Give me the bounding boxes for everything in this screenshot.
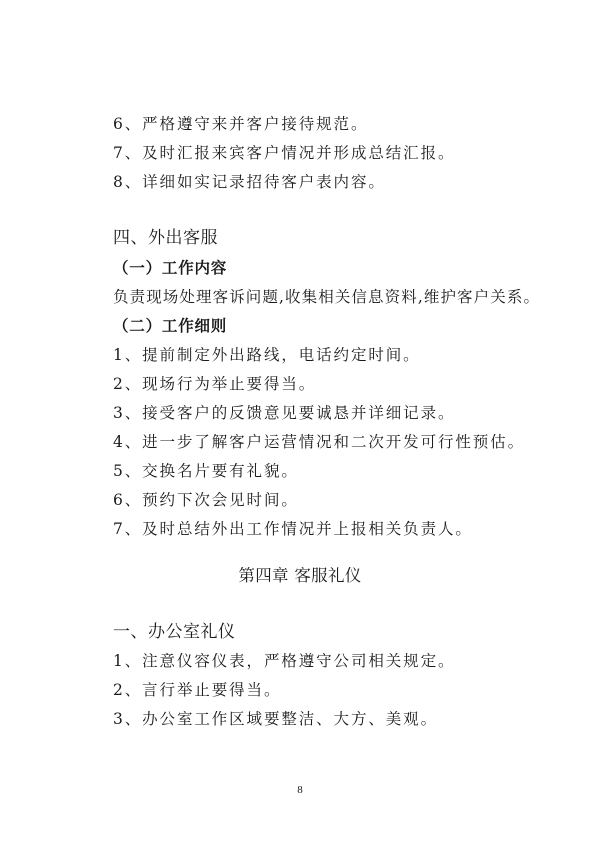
list-item: 3、接受客户的反馈意见要诚恳并详细记录。 bbox=[113, 404, 456, 422]
list-item: 6、预约下次会见时间。 bbox=[113, 491, 299, 509]
list-item: 3、办公室工作区域要整洁、大方、美观。 bbox=[113, 710, 438, 728]
paragraph: 负责现场处理客诉问题,收集相关信息资料,维护客户关系。 bbox=[113, 288, 541, 306]
list-item: 1、提前制定外出路线，电话约定时间。 bbox=[113, 346, 421, 364]
subsection-heading: （二）工作细则 bbox=[113, 317, 228, 335]
list-item: 1、注意仪容仪表，严格遵守公司相关规定。 bbox=[113, 652, 456, 670]
list-item: 5、交换名片要有礼貌。 bbox=[113, 462, 299, 480]
list-item: 6、严格遵守来并客户接待规范。 bbox=[113, 115, 369, 133]
list-item: 4、进一步了解客户运营情况和二次开发可行性预估。 bbox=[113, 433, 525, 451]
chapter-title: 第四章 客服礼仪 bbox=[238, 566, 362, 585]
section-heading: 四、外出客服 bbox=[113, 228, 218, 248]
list-item: 7、及时汇报来宾客户情况并形成总结汇报。 bbox=[113, 144, 456, 162]
section-heading: 一、办公室礼仪 bbox=[113, 622, 236, 642]
list-item: 8、详细如实记录招待客户表内容。 bbox=[113, 173, 386, 191]
list-item: 2、言行举止要得当。 bbox=[113, 681, 282, 699]
list-item: 7、及时总结外出工作情况并上报相关负责人。 bbox=[113, 520, 473, 538]
subsection-heading: （一）工作内容 bbox=[113, 259, 228, 277]
page-number: 8 bbox=[297, 784, 303, 796]
list-item: 2、现场行为举止要得当。 bbox=[113, 375, 317, 393]
